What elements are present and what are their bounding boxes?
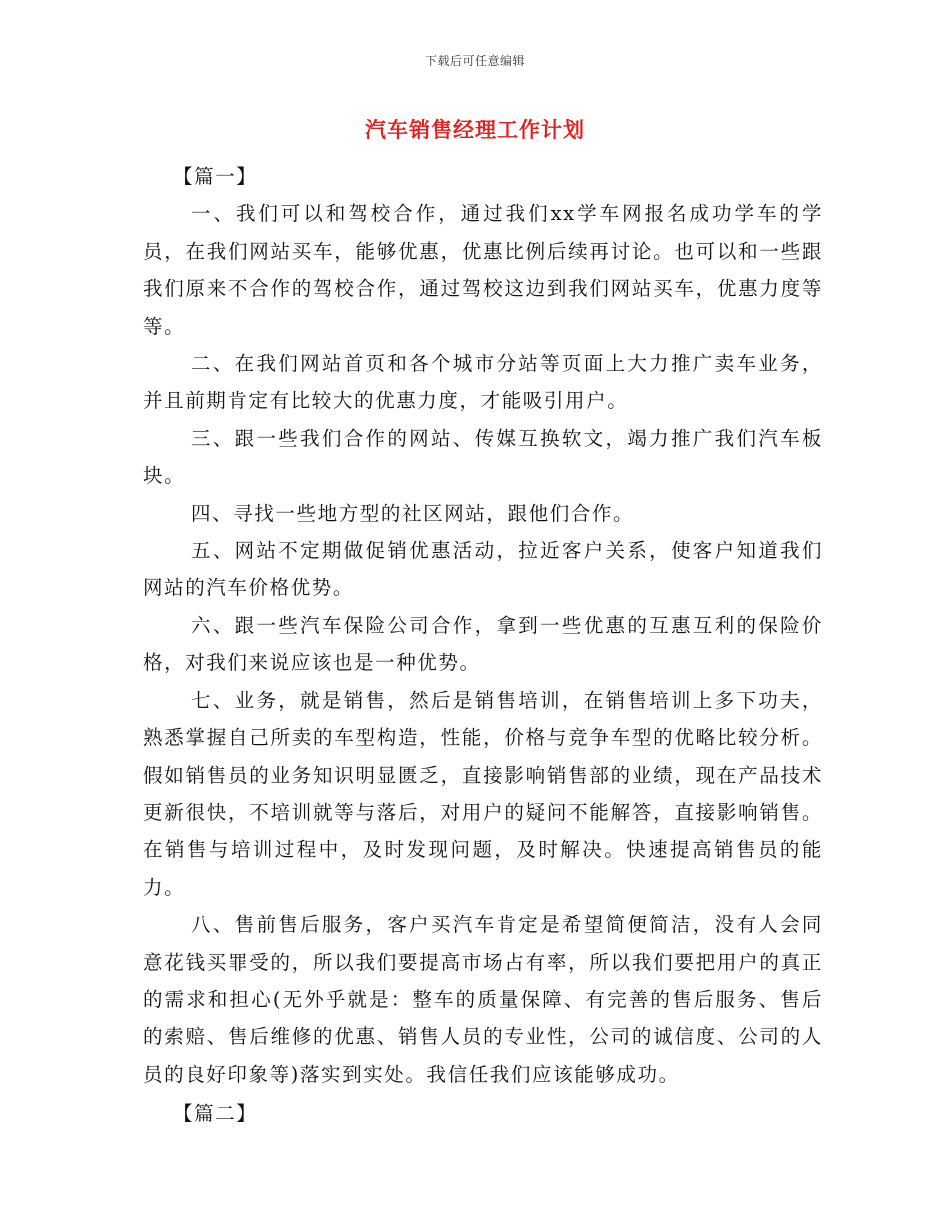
section-heading-2: 【篇二】 (173, 1102, 258, 1126)
document-body (143, 158, 823, 1133)
paragraph-3: 三、跟一些我们合作的网站、传媒互换软文，竭力推广我们汽车板块。 (143, 426, 823, 488)
paragraph-1: 一、我们可以和驾校合作，通过我们xx学车网报名成功学车的学员，在我们网站买车，能够优惠，优惠比例后续再讨论。也可以和一些跟我们原来不合作的驾校合作，通过驾校这边到我们网站买车，优惠力度等等。 (143, 202, 823, 338)
page-title: 汽车销售经理工作计划 (365, 117, 585, 142)
paragraph-7: 七、业务，就是销售，然后是销售培训，在销售培训上多下功夫，熟悉掌握自己所卖的车型构造，性能，价格与竞争车型的优略比较分析。假如销售员的业务知识明显匮乏，直接影响销售部的业绩，现在产品技术更新很快，不培训就等与落后，对用户的疑问不能解答，直接影响销售。在销售与培训过程中，及时发现问题，及时解决。快速提高销售员的能力。 (143, 688, 823, 899)
paragraph-2: 二、在我们网站首页和各个城市分站等页面上大力推广卖车业务，并且前期肯定有比较大的优惠力度，才能吸引用户。 (143, 352, 823, 413)
section-heading-1: 【篇一】 (173, 165, 258, 188)
header-note: 下载后可任意编辑 (424, 54, 525, 68)
paragraph-8: 八、售前售后服务，客户买汽车肯定是希望简便简洁，没有人会同意花钱买罪受的，所以我们要提高市场占有率，所以我们要把用户的真正的需求和担心(无外乎就是：整车的质量保障、有完善的售后服务、售后的索赔、售后维修的优惠、销售人员的专业性，公司的诚信度、公司的人员的良好印象等)落实到实处。我信任我们应该能够成功。 (143, 913, 823, 1086)
paragraph-5: 五、网站不定期做促销优惠活动，拉近客户关系，使客户知道我们网站的汽车价格优势。 (143, 539, 823, 600)
paragraph-4: 四、寻找一些地方型的社区网站，跟他们合作。 (191, 501, 635, 525)
paragraph-6: 六、跟一些汽车保险公司合作，拿到一些优惠的互惠互利的保险价格，对我们来说应该也是一种优势。 (143, 613, 823, 675)
